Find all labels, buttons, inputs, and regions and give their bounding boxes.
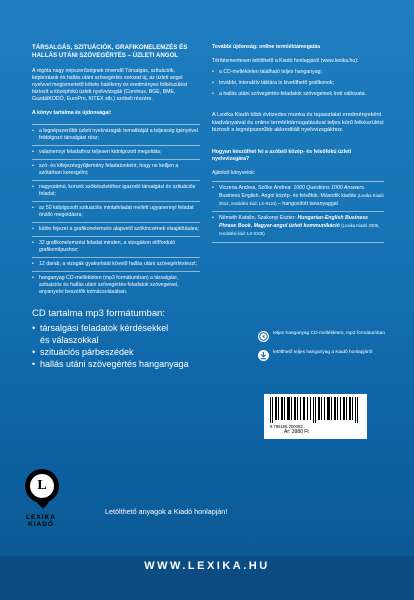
book-title: 1000 Questions 1000 Answers. [293,184,366,191]
cd-content [32,308,232,370]
media-text: letölthető teljes hanganyag a Kiadó honlapjáról [273,350,373,355]
feature-item: • 12 darab, a vizsgák gyakorlatát követő hallás utáni szövegértésteszt; [32,261,200,272]
book-ref: (Lexika Kiadó 2005, rendelési kód: LX-0105) [219,222,380,236]
left-column [32,44,200,300]
support-list [212,69,384,98]
media-row [258,350,388,361]
download-icon [258,350,269,361]
book-item [212,215,384,238]
prep-heading: Hogyan készülhet fel a szóbeli közép- és felsőfokú üzleti nyelvvizsgára? [212,148,352,162]
support-intro: Térítésmentesen letölthető a Kiadó honlapjáról (www.lexika.hu): [212,58,359,64]
intro-paragraph: A régóta nagy népszerűségnek örvendő Társalgás, szituációk, képleírások és hallás utáni szövegértés sorozat új, az üzleti angol nyelvvel megismertető kötete hatékony és eredményes felkészülést biztosít a középfokú üzleti nyelvvizsgák (Corvinus, BGE, BME, GazdálKODÓ, EuroPro, KITEX stb.) szóbeli részére. [32,68,188,102]
cover-heading: TÁRSALGÁS, SZITUÁCIÓK, GRAFIKONELEMZÉS ÉS HALLÁS UTÁNI SZÖVEGÉRTÉS – ÜZLETI ANGOL [32,44,188,59]
media-row [258,331,388,342]
barcode-bars [264,394,367,424]
isbn-number: 9 786155 200083 [270,424,303,429]
divider [212,242,384,243]
cd-item: • társalgási feladatok kérdésekkel [32,322,232,334]
book-ref: (Lexika Kiadó 2014, rendelési kód: LX-0124) [219,192,384,206]
cd-item-continued: és válaszokkal [40,335,99,345]
divider [32,124,200,125]
features-heading: A könyv tartalma és újdonságai: [32,110,112,116]
features-list [32,128,200,296]
website-url[interactable]: WWW.LEXIKA.HU [144,560,270,572]
feature-item: • 32 grafikonelemzési feladat minden, a vizsgákon előforduló grafikontípushoz; [32,240,200,258]
cd-item: • hallás utáni szövegértés hanganyaga [32,358,232,370]
cd-title: CD tartalma mp3 formátumban: [32,308,166,319]
feature-item: • az 50 kidolgozott szituációs mintafeladat mellett ugyanennyi feladat önálló megoldásra; [32,205,200,223]
feature-item: • a legnépszerűbb üzleti nyelvvizsgák tematikáját a teljesség igényével feldolgozó társalgási rész; [32,128,200,146]
feature-item: • valamennyi feladathoz teljesen kidolgozott megoldás; [32,149,200,160]
feature-item: • nagyszámú, korunk szókészletéhez igazodó társalgási és szituációs feladat; [32,184,200,202]
book-authors: Németh Katalin, Szakonyi Eszter: [219,214,296,221]
logo-letter: L [30,474,54,498]
cd-item: • szituációs párbeszédek [32,346,232,358]
publisher-text: A Lexika Kiadó több évtizedes munka és tapasztalat eredményeként kiadványaival és online termléktámogatásával teljes körű felkészülést biztosít a legnépszerűbb akkreditált nyelvvizsgákhoz. [212,112,384,133]
media-icons [258,331,388,369]
support-item: • további, interaktív táblára is kivetíthető grafikonok; [212,80,384,87]
barcode [264,394,367,439]
book-authors: Viczena Andrea, Szőke Andrea: [219,184,292,191]
feature-item: • szó- és kifejezésgyűjtemény feladatonként, hogy ne kelljen a szótárban keresgélni; [32,163,200,181]
support-item: • a CD-mellékleten található teljes hanganyag; [212,69,384,76]
books-list [212,185,384,238]
right-column [212,44,384,246]
logo-text: LEXIKA KIADÓ [26,514,56,528]
disc-icon [258,331,269,342]
divider [212,181,384,182]
support-heading: További újdonság: online termléktámogatás [212,44,321,50]
book-tail: – hangosított tananyaggal [278,200,338,207]
price: Ár: 3980 Ft [284,429,309,435]
feature-item: • hanganyag CD-mellékleten (mp3 formátumban) a társalgási, szituációs és hallás utáni szövegértés-feladatok szövegeivel, anyanyelvi beszélők tolmácsolásában. [32,275,200,296]
book-item [212,185,384,212]
support-item: • a hallás utáni szövegértés-feladatok szövegeinek írott változata. [212,91,384,98]
book-desc: Business English. Angol közép- és felsőfok. Második kiadás [219,192,357,199]
prep-intro: Ajánlott könyveink: [212,169,256,176]
download-text: Letölthető anyagok a Kiadó honlapján! [105,507,228,516]
media-text: teljes hanganyag CD-mellékleten, mp3 formátumban [273,331,385,336]
book-title: Hungarian-English Business Phrase Book. Magyar-angol üzleti kommunikáció [219,214,369,229]
feature-item: • külön fejezet a grafikonelemzés alapvető szókincsének elsajátítására; [32,226,200,237]
